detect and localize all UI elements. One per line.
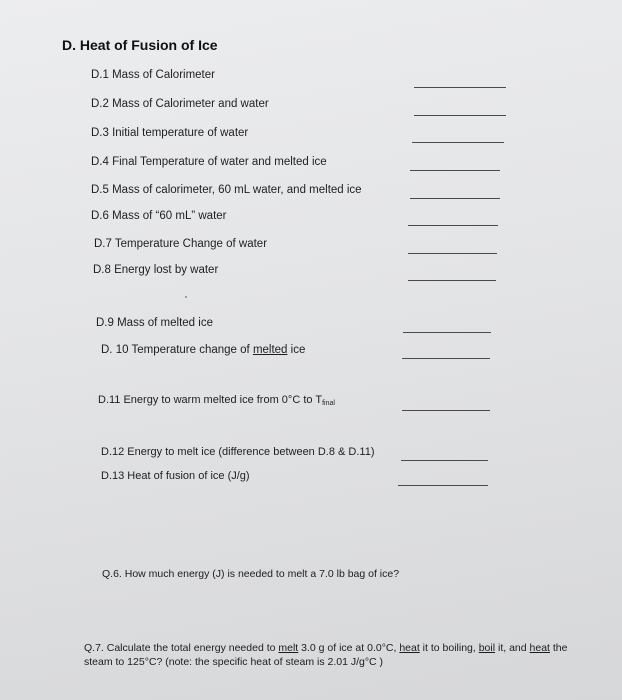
item-d4-label: D.4 Final Temperature of water and melted ice [91,156,327,168]
item-d11-label [98,394,335,407]
item-d8-answer-line[interactable] [408,280,496,281]
q7-word-boil: boil [478,642,496,654]
item-d12-answer-line[interactable] [401,460,488,461]
item-d13-answer-line[interactable] [398,485,488,486]
item-d13-label: D.13 Heat of fusion of ice (J/g) [101,470,250,482]
q7-text-4: it, and [495,642,530,654]
question-q6: Q.6. How much energy (J) is needed to melt a 7.0 lb bag of ice? [102,568,400,580]
item-d11-text-prefix: D.11 Energy to warm melted ice from 0°C to T [98,394,323,406]
item-d9-answer-line[interactable] [403,332,491,333]
item-d10-underlined-word: melted [252,344,288,356]
q7-text-2: 3.0 g of ice at 0.0°C, [298,642,400,654]
item-d6-answer-line[interactable] [408,225,498,226]
section-title: D. Heat of Fusion of Ice [62,37,218,53]
item-d3-answer-line[interactable] [412,142,504,143]
item-d2-label: D.2 Mass of Calorimeter and water [91,98,269,110]
item-d11-subscript: final [322,400,335,407]
item-d7-label: D.7 Temperature Change of water [94,238,268,250]
item-d4-answer-line[interactable] [410,170,500,171]
item-d1-label: D.1 Mass of Calorimeter [91,69,215,81]
item-d1-answer-line[interactable] [414,87,506,88]
item-d7-answer-line[interactable] [408,253,497,254]
paper-speck [185,296,187,298]
q7-text-1: Q.7. Calculate the total energy needed to [84,642,279,654]
q7-word-heat-2: heat [529,642,550,654]
item-d3-label: D.3 Initial temperature of water [91,127,249,139]
item-d10-answer-line[interactable] [402,358,490,359]
item-d8-label: D.8 Energy lost by water [93,264,219,276]
item-d10-text-suffix: ice [287,344,306,356]
q7-word-melt: melt [278,642,299,654]
item-d12-label: D.12 Energy to melt ice (difference between D.8 & D.11) [101,446,375,458]
item-d2-answer-line[interactable] [414,115,506,116]
question-q7 [84,641,584,669]
item-d6-label: D.6 Mass of “60 mL” water [91,210,227,222]
item-d10-text-prefix: D. 10 Temperature change of [101,344,253,356]
q7-text-3: it to boiling, [419,642,479,654]
item-d5-label: D.5 Mass of calorimeter, 60 mL water, and melted ice [91,184,362,196]
item-d5-answer-line[interactable] [410,198,500,199]
item-d11-answer-line[interactable] [402,410,490,411]
q7-text-5: the steam to 125°C? (note: the specific heat of steam is 2.01 J/g°C ) [84,642,568,668]
item-d9-label: D.9 Mass of melted ice [96,317,213,329]
q7-word-heat: heat [399,642,420,654]
item-d10-label [101,344,305,356]
